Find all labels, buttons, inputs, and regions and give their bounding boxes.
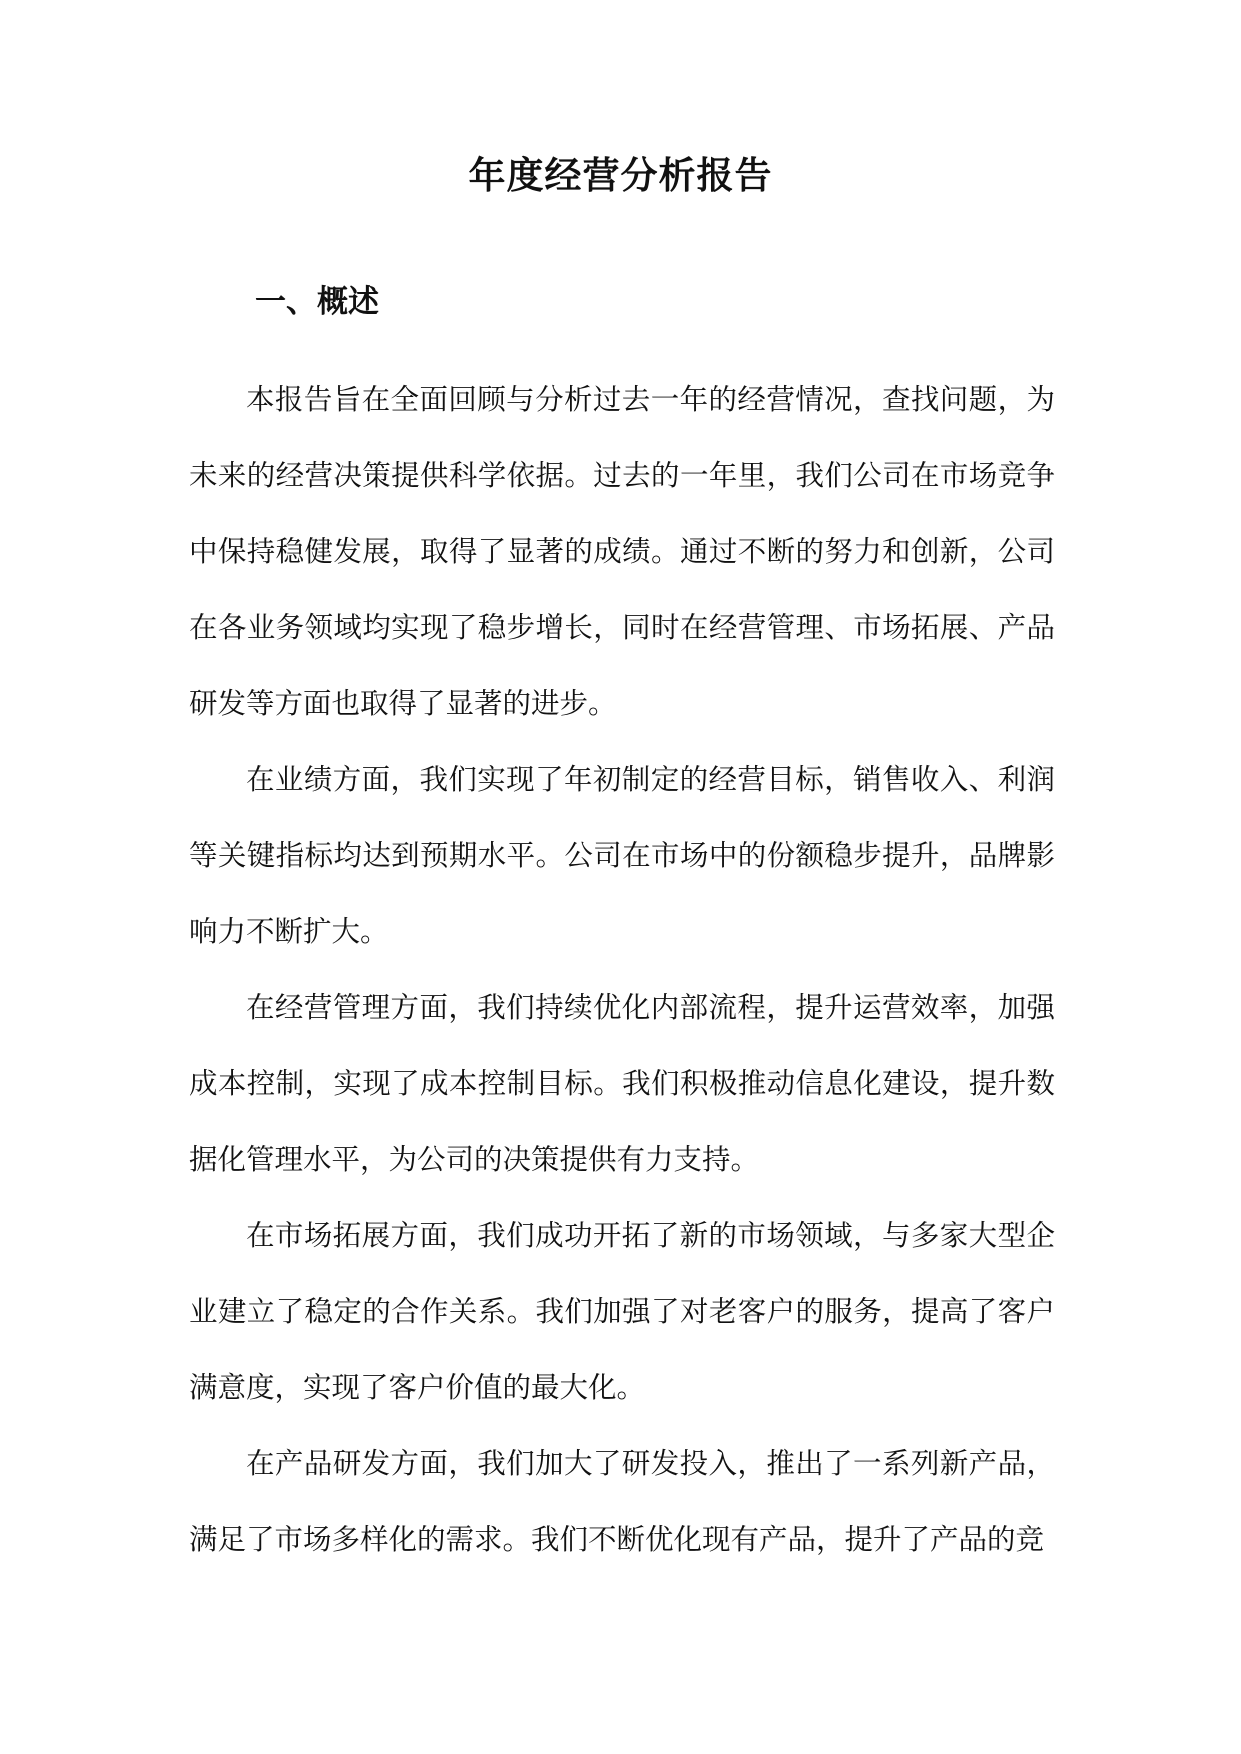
paragraph-performance: 在业绩方面，我们实现了年初制定的经营目标，销售收入、利润等关键指标均达到预期水平。公司在市场中的份额稳步提升，品牌影响力不断扩大。 (189, 763, 1055, 948)
paragraph-management: 在经营管理方面，我们持续优化内部流程，提升运营效率，加强成本控制，实现了成本控制目标。我们积极推动信息化建设，提升数据化管理水平，为公司的决策提供有力支持。 (189, 991, 1055, 1176)
section-body (189, 362, 1055, 1578)
section-heading-overview: 一、概述 (255, 284, 379, 320)
paragraph-market: 在市场拓展方面，我们成功开拓了新的市场领域，与多家大型企业建立了稳定的合作关系。我们加强了对老客户的服务，提高了客户满意度，实现了客户价值的最大化。 (189, 1219, 1055, 1404)
document-title: 年度经营分析报告 (468, 154, 773, 197)
paragraph-intro: 本报告旨在全面回顾与分析过去一年的经营情况，查找问题，为未来的经营决策提供科学依据。过去的一年里，我们公司在市场竞争中保持稳健发展，取得了显著的成绩。通过不断的努力和创新，公司在各业务领域均实现了稳步增长，同时在经营管理、市场拓展、产品研发等方面也取得了显著的进步。 (189, 383, 1055, 720)
paragraph-product: 在产品研发方面，我们加大了研发投入，推出了一系列新产品，满足了市场多样化的需求。我们不断优化现有产品，提升了产品的竞 (189, 1447, 1055, 1556)
